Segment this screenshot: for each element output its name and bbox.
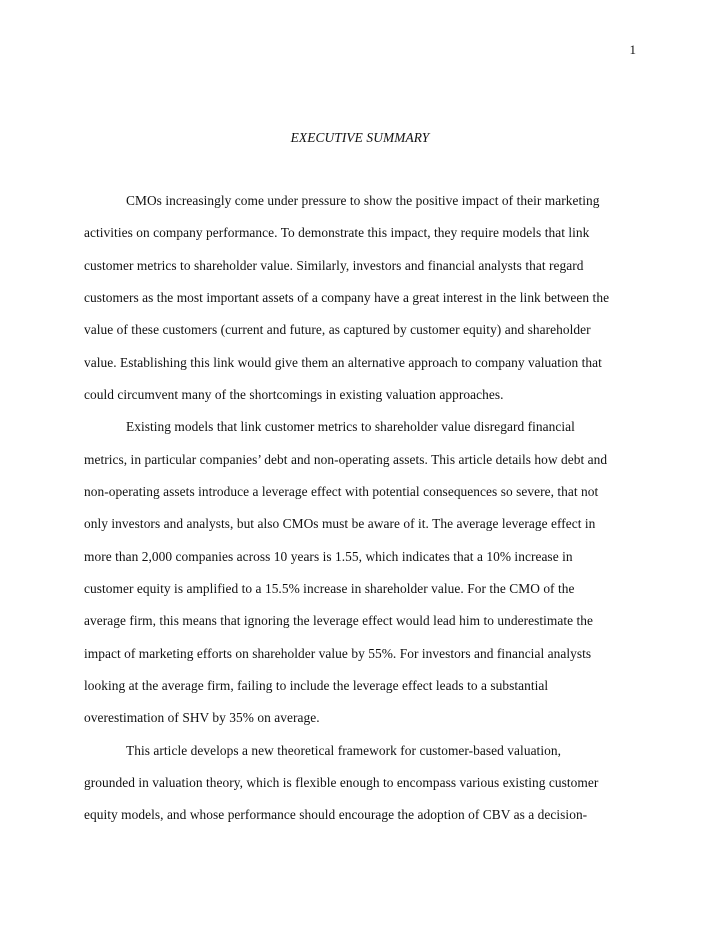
paragraph-line: could circumvent many of the shortcomings in existing valuation approaches. (84, 387, 504, 402)
paragraph-line: average firm, this means that ignoring the leverage effect would lead him to underestimate the (84, 613, 594, 628)
paragraph-line: grounded in valuation theory, which is flexible enough to encompass various existing customer (84, 775, 599, 790)
paragraph-line: Existing models that link customer metrics to shareholder value disregard financial (126, 419, 575, 434)
paragraph-line: customer metrics to shareholder value. Similarly, investors and financial analysts that regard (84, 258, 584, 273)
paragraph-line: equity models, and whose performance should encourage the adoption of CBV as a decision- (84, 807, 588, 822)
paragraph-line: CMOs increasingly come under pressure to show the positive impact of their marketing (126, 193, 600, 208)
paragraph-line: value of these customers (current and future, as captured by customer equity) and shareholder (84, 322, 591, 337)
paragraph-line: activities on company performance. To demonstrate this impact, they require models that link (84, 225, 590, 240)
paragraph-line: customers as the most important assets of a company have a great interest in the link between the (84, 290, 610, 305)
paragraph-line: value. Establishing this link would give them an alternative approach to company valuation that (84, 355, 602, 370)
paragraph-line: This article develops a new theoretical framework for customer-based valuation, (126, 743, 561, 758)
section-title: EXECUTIVE SUMMARY (290, 130, 430, 145)
paragraph-line: only investors and analysts, but also CMOs must be aware of it. The average leverage effect in (84, 516, 596, 531)
page-number: 1 (629, 42, 636, 57)
paragraph-line: impact of marketing efforts on shareholder value by 55%. For investors and financial analysts (84, 646, 592, 661)
paragraph-line: looking at the average firm, failing to include the leverage effect leads to a substantial (84, 678, 549, 693)
paragraph-line: more than 2,000 companies across 10 years is 1.55, which indicates that a 10% increase in (84, 549, 573, 564)
paragraph-line: non-operating assets introduce a leverage effect with potential consequences so severe, that not (84, 484, 599, 499)
paragraph-line: overestimation of SHV by 35% on average. (84, 710, 320, 725)
paragraph-line: metrics, in particular companies’ debt and non-operating assets. This article details how debt and (84, 452, 608, 467)
paragraph-line: customer equity is amplified to a 15.5% increase in shareholder value. For the CMO of the (84, 581, 575, 596)
